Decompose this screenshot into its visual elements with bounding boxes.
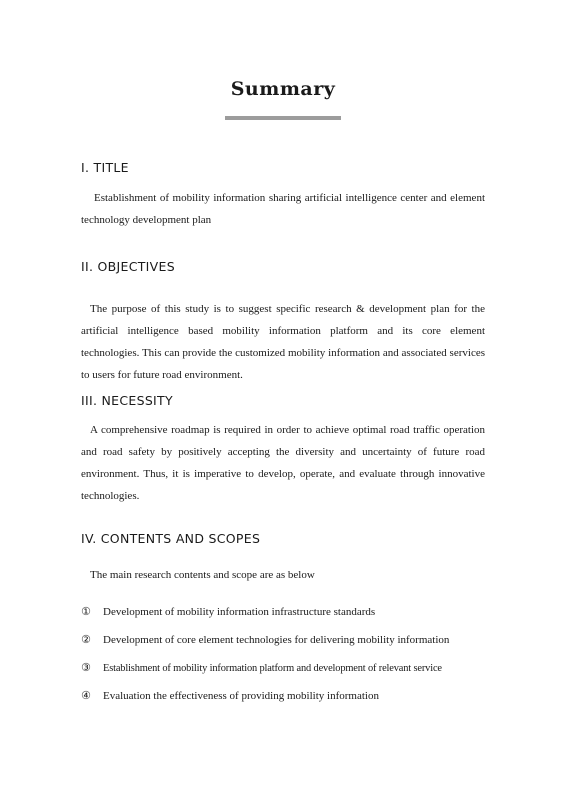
list-marker: ③ bbox=[81, 661, 91, 674]
list-marker: ② bbox=[81, 633, 91, 646]
section-text-necessity: A comprehensive roadmap is required in order to achieve optimal road traffic operation and road safety by positively accepting the diversity and uncertainty of future road environment. Thus, it is imperative to develop, operate, and evaluate through innovative technologies. bbox=[81, 424, 485, 502]
list-item-text: Development of core element technologies for delivering mobility information bbox=[103, 634, 450, 646]
section-heading-objectives: II. OBJECTIVES bbox=[81, 259, 175, 274]
list-item bbox=[81, 605, 375, 618]
list-item-text: Establishment of mobility information platform and development of relevant service bbox=[103, 663, 442, 674]
title-underline bbox=[225, 116, 341, 120]
list-item-text: Evaluation the effectiveness of providing mobility information bbox=[103, 690, 379, 702]
section-text-objectives: The purpose of this study is to suggest specific research & development plan for the artificial intelligence based mobility information platform and its core element technologies. This can provide the customized mobility information and associated services to users for future road environment. bbox=[81, 303, 485, 381]
list-marker: ④ bbox=[81, 689, 91, 702]
section-heading-necessity: III. NECESSITY bbox=[81, 393, 173, 408]
list-marker: ① bbox=[81, 605, 91, 618]
list-item bbox=[81, 689, 379, 702]
section-text-title: Establishment of mobility information sharing artificial intelligence center and element technology development plan bbox=[81, 192, 485, 226]
section-intro-contents: The main research contents and scope are as below bbox=[90, 569, 315, 581]
section-heading-contents: IV. CONTENTS AND SCOPES bbox=[81, 531, 261, 546]
page-title: Summary bbox=[230, 78, 336, 100]
list-item bbox=[81, 661, 442, 674]
section-heading-title: I. TITLE bbox=[81, 160, 129, 175]
list-item-text: Development of mobility information infrastructure standards bbox=[103, 606, 376, 618]
list-item bbox=[81, 633, 449, 646]
